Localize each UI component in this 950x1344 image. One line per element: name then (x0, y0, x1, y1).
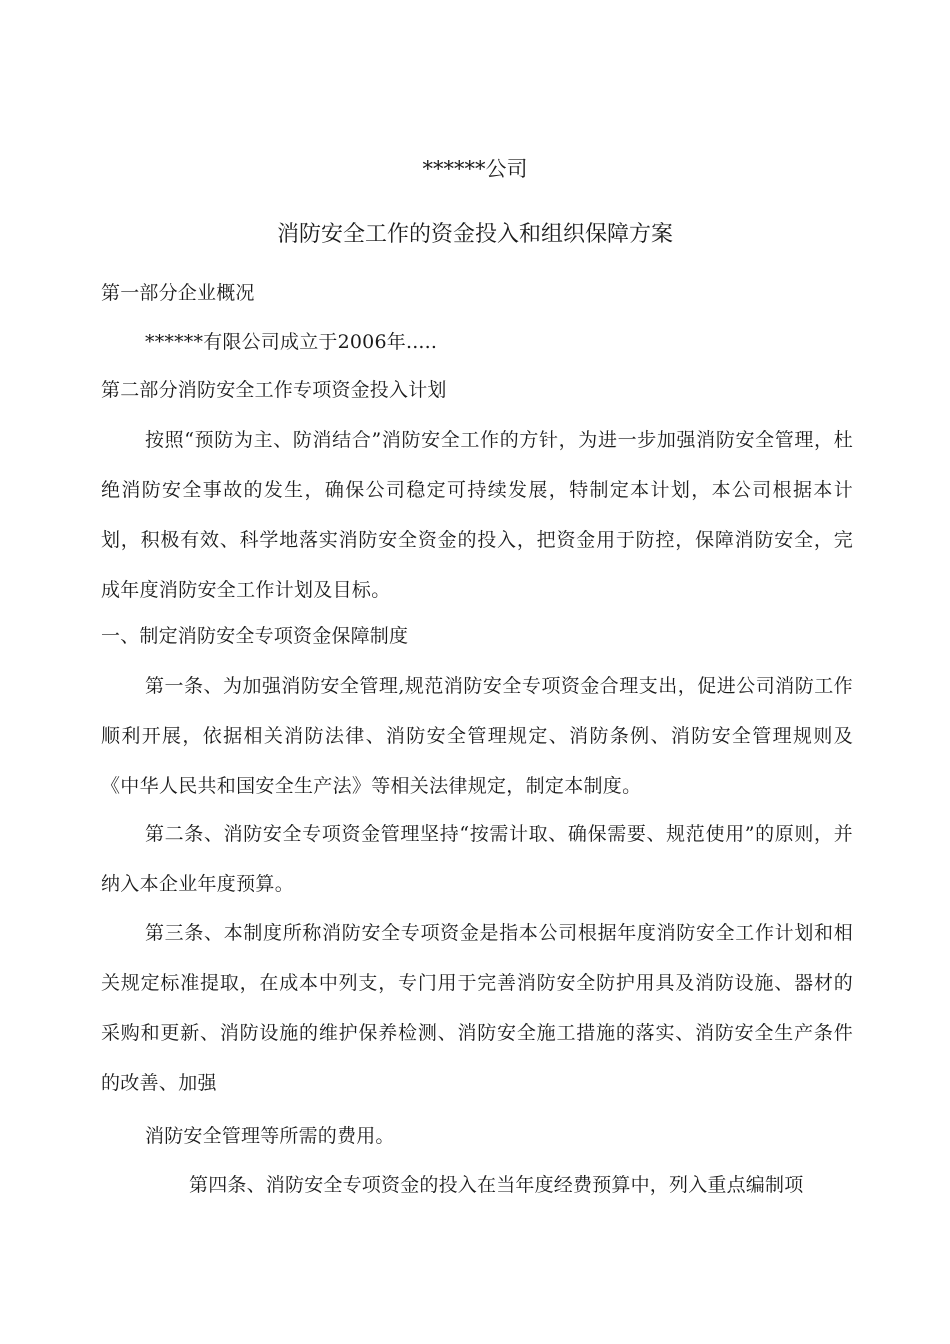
article-3-continuation: 消防安全管理等所需的费用。 (145, 1125, 395, 1147)
article-2: 第二条、消防安全专项资金管理坚持“按需计取、确保需要、规范使用”的原则，并纳入本企业年度预算。 (101, 823, 853, 895)
article-1: 第一条、为加强消防安全管理,规范消防安全专项资金合理支出，促进公司消防工作顺利开展，依据相关消防法律、消防安全管理规定、消防条例、消防安全管理规则及《中华人民共和国安全生产法》等相关法律规定，制定本制度。 (101, 675, 853, 797)
part1-heading: 第一部分企业概况 (101, 282, 255, 304)
section1-heading: 一、制定消防安全专项资金保障制度 (101, 625, 409, 647)
part1-text: ******有限公司成立于2006年..... (145, 331, 438, 353)
article-4: 第四条、消防安全专项资金的投入在当年度经费预算中，列入重点编制项 (189, 1174, 804, 1196)
article-3: 第三条、本制度所称消防安全专项资金是指本公司根据年度消防安全工作计划和相关规定标准提取，在成本中列支，专门用于完善消防安全防护用具及消防设施、器材的采购和更新、消防设施的维护保养检测、消防安全施工措施的落实、消防安全生产条件的改善、加强 (101, 922, 853, 1094)
part2-heading: 第二部分消防安全工作专项资金投入计划 (101, 379, 447, 401)
document-title: 消防安全工作的资金投入和组织保障方案 (276, 222, 673, 247)
company-title: ******公司 (422, 157, 528, 181)
part2-paragraph: 按照“预防为主、防消结合”消防安全工作的方针，为进一步加强消防安全管理，杜绝消防安全事故的发生，确保公司稳定可持续发展，特制定本计划，本公司根据本计划，积极有效、科学地落实消防安全资金的投入，把资金用于防控，保障消防安全，完成年度消防安全工作计划及目标。 (101, 429, 853, 601)
